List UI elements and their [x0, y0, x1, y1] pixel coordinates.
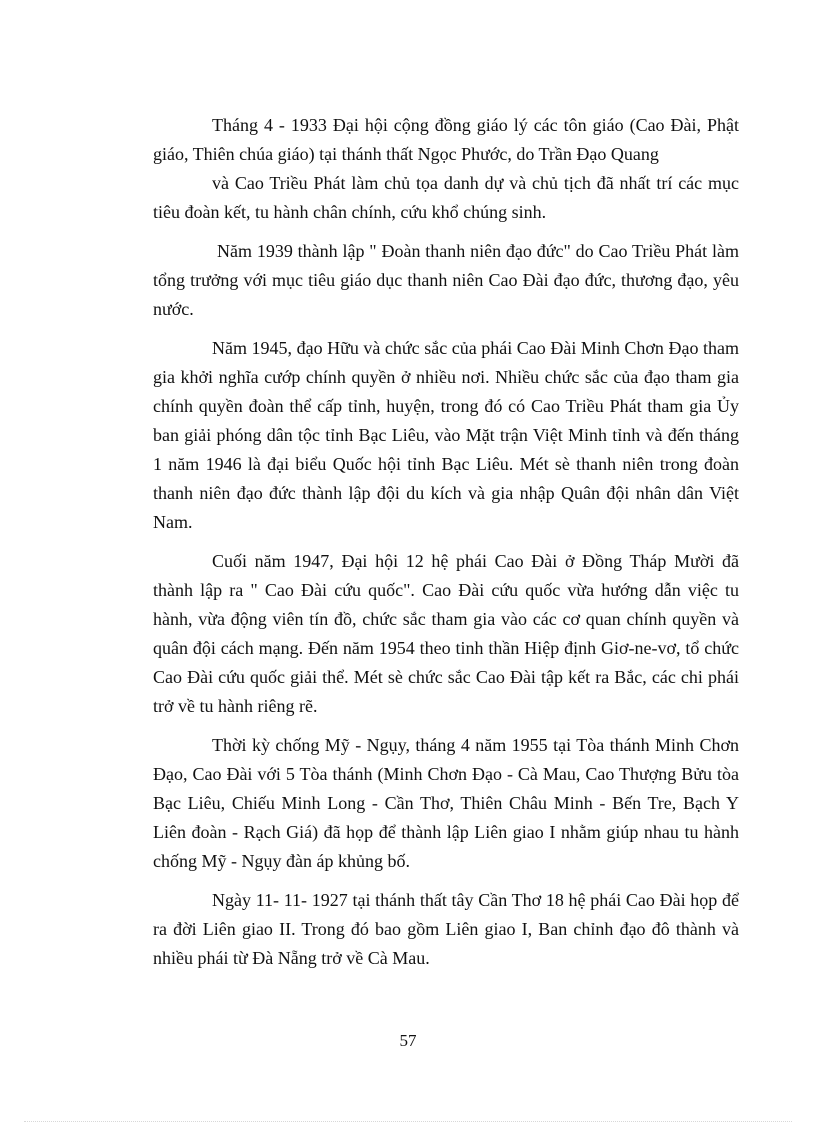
footer-divider — [24, 1121, 792, 1122]
body-text — [153, 111, 739, 983]
paragraph-1: Tháng 4 - 1933 Đại hội cộng đồng giáo lý các tôn giáo (Cao Đài, Phật giáo, Thiên chúa giáo) tại thánh thất Ngọc Phước, do Trần Đạo Quang — [153, 115, 739, 164]
paragraph-7: Ngày 11- 11- 1927 tại thánh thất tây Cần Thơ 18 hệ phái Cao Đài họp để ra đời Liên giao II. Trong đó bao gồm Liên giao I, Ban chỉnh đạo đô thành và nhiều phái từ Đà Nẵng trở về Cà Mau. — [153, 890, 739, 968]
paragraph-4: Năm 1945, đạo Hữu và chức sắc của phái Cao Đài Minh Chơn Đạo tham gia khởi nghĩa cướp chính quyền ở nhiều nơi. Nhiều chức sắc của đạo tham gia chính quyền đoàn thể cấp tỉnh, huyện, trong đó có Cao Triều Phát tham gia Ủy ban giải phóng dân tộc tỉnh Bạc Liêu, vào Mặt trận Việt Minh tỉnh và đến tháng 1 năm 1946 là đại biểu Quốc hội tỉnh Bạc Liêu. Mét sè thanh niên trong đoàn thanh niên đạo đức thành lập đội du kích và gia nhập Quân đội nhân dân Việt Nam. — [153, 338, 739, 532]
paragraph-5: Cuối năm 1947, Đại hội 12 hệ phái Cao Đài ở Đồng Tháp Mười đã thành lập ra " Cao Đài cứu quốc". Cao Đài cứu quốc vừa hướng dẫn việc tu hành, vừa động viên tín đồ, chức sắc tham gia vào các cơ quan chính quyền và quân đội cách mạng. Đến năm 1954 theo tinh thần Hiệp định Giơ-ne-vơ, tổ chức Cao Đài cứu quốc giải thể. Mét sè chức sắc Cao Đài tập kết ra Bắc, các chi phái trở về tu hành riêng rẽ. — [153, 551, 739, 716]
page-number: 57 — [399, 1031, 417, 1050]
paragraph-6: Thời kỳ chống Mỹ - Ngụy, tháng 4 năm 1955 tại Tòa thánh Minh Chơn Đạo, Cao Đài với 5 Tòa thánh (Minh Chơn Đạo - Cà Mau, Cao Thượng Bửu tòa Bạc Liêu, Chiếu Minh Long - Cần Thơ, Thiên Châu Minh - Bến Tre, Bạch Y Liên đoàn - Rạch Giá) đã họp để thành lập Liên giao I nhằm giúp nhau tu hành chống Mỹ - Ngụy đàn áp khủng bố. — [153, 735, 739, 871]
paragraph-2: và Cao Triều Phát làm chủ tọa danh dự và chủ tịch đã nhất trí các mục tiêu đoàn kết, tu hành chân chính, cứu khổ chúng sinh. — [153, 173, 739, 222]
paragraph-3: Năm 1939 thành lập " Đoàn thanh niên đạo đức" do Cao Triều Phát làm tổng trưởng với mục tiêu giáo dục thanh niên Cao Đài đạo đức, thương đạo, yêu nước. — [153, 241, 739, 319]
